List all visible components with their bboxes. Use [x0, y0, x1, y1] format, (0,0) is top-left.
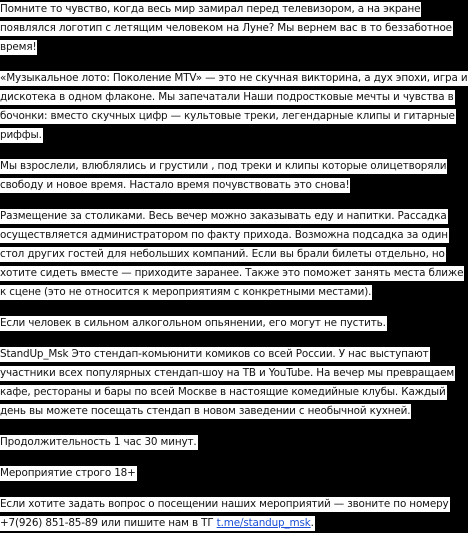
paragraph-organizer [0, 345, 468, 421]
paragraph-seating [0, 207, 468, 302]
paragraph-text: Мы взрослели, влюблялись и грустили , под треки и клипы которые олицетворяли свободу и новое время. Настало время почувствовать это снова! [0, 160, 447, 191]
contact-text [0, 497, 450, 531]
contact-trailing: . [310, 517, 314, 529]
paragraph-contact [0, 495, 468, 533]
telegram-link[interactable]: t.me/standup_msk [216, 517, 311, 529]
paragraph-text: Размещение за столиками. Весь вечер можно заказывать еду и напитки. Рассадка осуществляется администратором по факту прихода. Возможна подсадка за один стол других гостей для небольших компаний. Если вы брали билеты отдельно, но хотите сидеть вместе — приходите заранее. Также это поможет занять места ближе к сцене (это не относится к мероприятиям с конкретными местами). [0, 210, 464, 298]
paragraph-text: Если человек в сильном алкогольном опьянении, его могут не пустить. [0, 317, 386, 329]
paragraph-gap [0, 195, 468, 207]
contact-message: Если хотите задать вопрос о посещении наших мероприятий — звоните по номеру +7(926) 851-85-89 или пишите нам в ТГ [0, 498, 449, 529]
paragraph-text: Помните то чувство, когда весь мир замирал перед телевизором, а на экране появлялся логотип с летящим человеком на Луне? Мы вернем вас в то беззаботное время! [0, 3, 452, 53]
paragraph-text: Мероприятие строго 18+ [0, 467, 136, 479]
paragraph-text: Продолжительность 1 час 30 минут. [0, 436, 197, 448]
paragraph-alcohol-policy [0, 314, 468, 333]
paragraph-age-limit [0, 464, 468, 483]
paragraph-gap [0, 145, 468, 157]
paragraph-gap [0, 57, 468, 69]
paragraph-gap [0, 302, 468, 314]
paragraph-gap [0, 333, 468, 345]
paragraph-gap [0, 421, 468, 433]
paragraph-nostalgia [0, 157, 468, 195]
paragraph-gap [0, 452, 468, 464]
paragraph-text: «Музыкальное лото: Поколение MTV» — это не скучная викторина, а дух эпохи, игра и дискотека в одном флаконе. Мы запечатали Наши подростковые мечты и чувства в бочонки: вместо скучных цифр — культовые треки, легендарные клипы и гитарные риффы. [0, 72, 468, 141]
paragraph-about-lotto [0, 69, 468, 145]
paragraph-intro [0, 0, 468, 57]
paragraph-gap [0, 483, 468, 495]
paragraph-duration [0, 433, 468, 452]
paragraph-text: StandUp_Msk Это стендап-комьюнити комиков со всей России. У нас выступают участники всех популярных стендап-шоу на ТВ и YouTube. На вечер мы превращаем кафе, рестораны и бары по всей Москве в настоящие комедийные клубы. Каждый день вы можете посещать стендап в новом заведении с необычной кухней. [0, 348, 455, 417]
